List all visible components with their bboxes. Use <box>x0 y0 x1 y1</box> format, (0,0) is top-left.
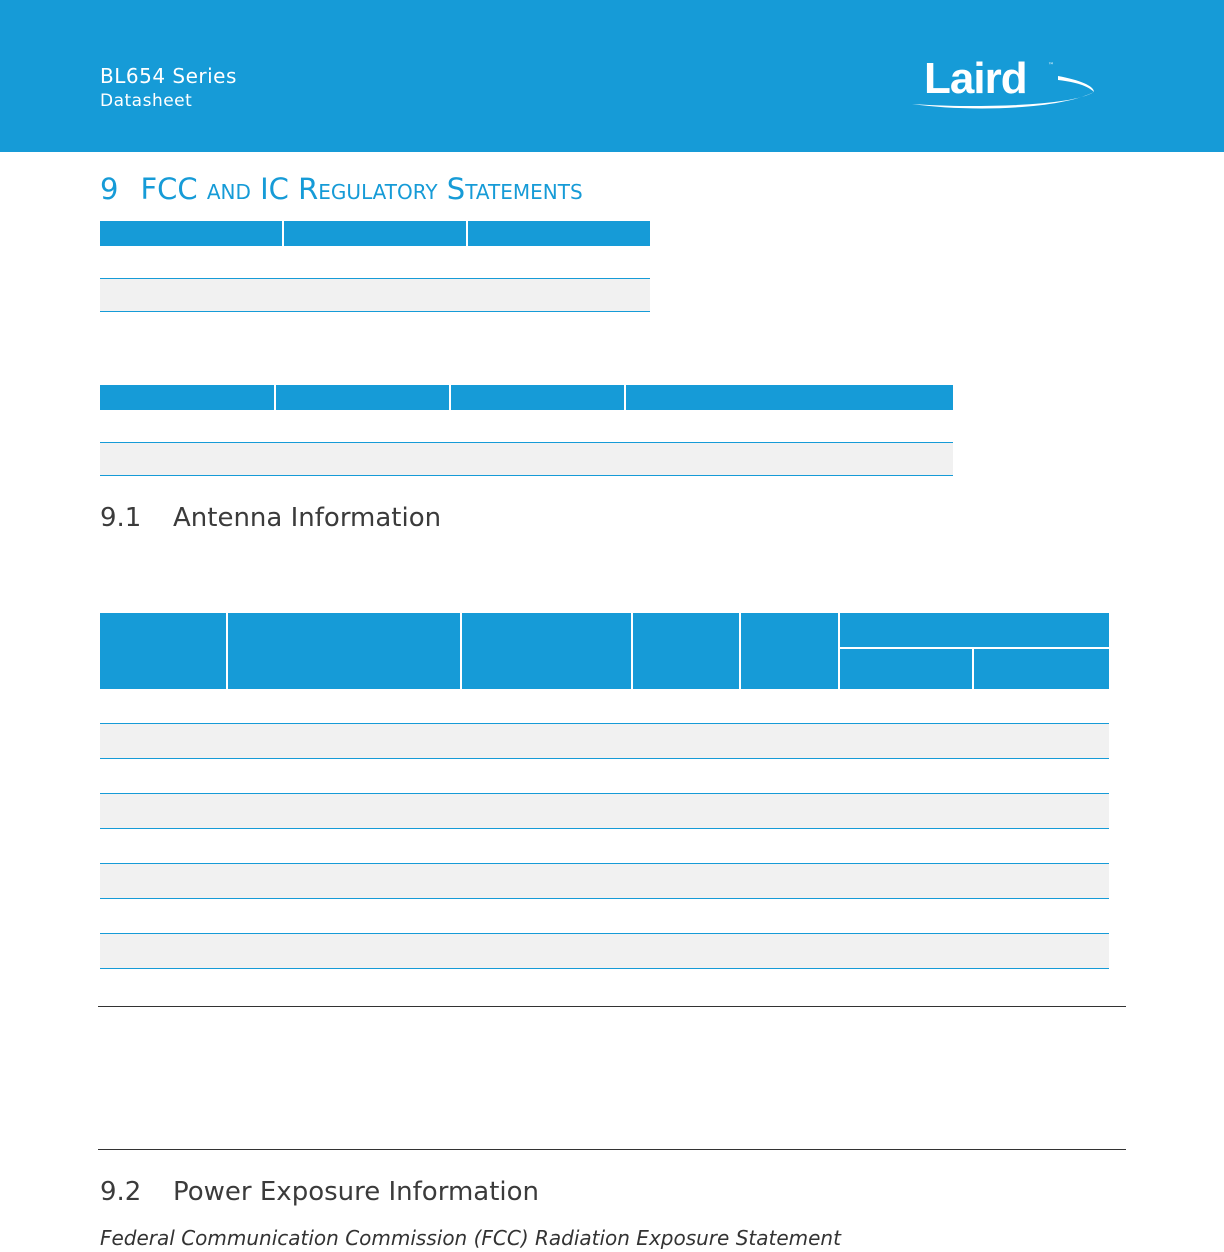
table-header-cell <box>460 613 462 689</box>
table-header-row <box>100 385 953 410</box>
table-row <box>100 899 1109 934</box>
table-header-cell <box>100 385 276 410</box>
table-header-cell <box>284 221 468 246</box>
subsection-title: Power Exposure Information <box>173 1177 540 1207</box>
section-title-part: IC R <box>250 172 319 206</box>
section-title-part: FCC <box>140 172 207 206</box>
table-header-cell <box>626 385 953 410</box>
section-title-part: egulatory <box>318 172 438 206</box>
power-heading <box>100 1177 539 1207</box>
logo-trademark: ™ <box>1048 62 1054 69</box>
section-title-part: and <box>206 172 251 206</box>
document-type: Datasheet <box>100 91 193 111</box>
table-header-cell <box>451 385 626 410</box>
table-header-cell <box>838 613 840 689</box>
table-row <box>100 689 1109 724</box>
regulatory-table-2 <box>100 385 953 476</box>
table-row <box>100 934 1109 969</box>
table-header-cell <box>468 221 650 246</box>
product-series: BL654 Series <box>100 64 237 88</box>
section-title-part: S <box>437 172 466 206</box>
table-header-row <box>100 221 650 246</box>
section-title-part: tatements <box>465 172 583 206</box>
table-header-cell <box>739 613 741 689</box>
table-row <box>100 279 650 312</box>
fcc-statement-heading: Federal Communication Commission (FCC) Radiation Exposure Statement <box>100 1226 841 1250</box>
table-row <box>100 410 953 443</box>
antenna-table <box>100 613 1109 969</box>
divider-rule <box>98 1006 1126 1007</box>
table-header-cell <box>631 613 633 689</box>
laird-logo <box>908 56 1098 116</box>
page-header <box>0 0 1224 152</box>
table-header-cell <box>226 613 228 689</box>
table-row <box>100 864 1109 899</box>
regulatory-table-1 <box>100 221 650 312</box>
antenna-table-header <box>100 613 1109 689</box>
subsection-title: Antenna Information <box>173 503 442 533</box>
table-header-cell <box>972 649 974 689</box>
table-row <box>100 829 1109 864</box>
section-number: 9 <box>100 172 119 206</box>
table-header-cell <box>100 221 284 246</box>
antenna-heading <box>100 503 441 533</box>
table-row <box>100 794 1109 829</box>
table-row <box>100 443 953 476</box>
table-row <box>100 246 650 279</box>
table-header-subdivider <box>840 647 1109 649</box>
section-heading <box>100 172 583 206</box>
table-header-cell <box>276 385 451 410</box>
subsection-number: 9.2 <box>100 1177 142 1207</box>
table-row <box>100 759 1109 794</box>
table-row <box>100 724 1109 759</box>
divider-rule <box>98 1149 1126 1150</box>
logo-wordmark: Laird <box>924 54 1027 103</box>
subsection-number: 9.1 <box>100 503 142 533</box>
